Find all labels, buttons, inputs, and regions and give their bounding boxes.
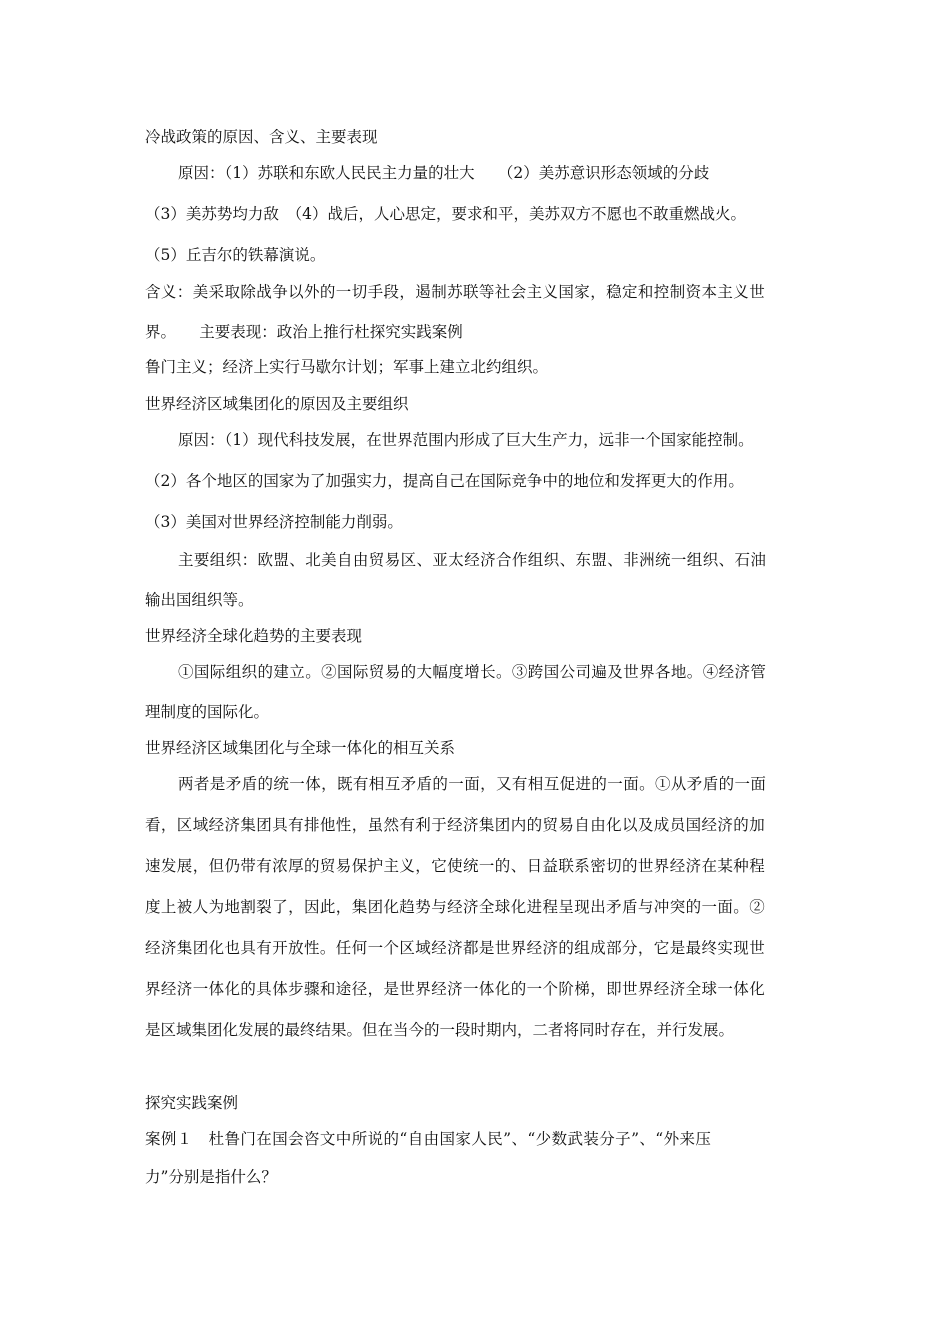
heading-regional-grouping: 世界经济区域集团化的原因及主要组织 <box>145 395 409 413</box>
paragraph-line: 理制度的国际化。 <box>145 703 270 721</box>
paragraph-line: （3）美苏势均力敌 （4）战后，人心思定，要求和平，美苏双方不愿也不敢重燃战火。 <box>145 205 746 223</box>
paragraph-line: 看，区域经济集团具有排他性，虽然有利于经济集团内的贸易自由化以及成员国经济的加 <box>145 816 766 834</box>
paragraph-line: （2）各个地区的国家为了加强实力，提高自己在国际竞争中的地位和发挥更大的作用。 <box>145 472 744 490</box>
paragraph-line: 鲁门主义；经济上实行马歇尔计划；军事上建立北约组织。 <box>145 358 549 376</box>
paragraph-line: 界。 主要表现：政治上推行杜探究实践案例 <box>145 323 463 341</box>
paragraph-line: ①国际组织的建立。②国际贸易的大幅度增长。③跨国公司遍及世界各地。④经济管 <box>178 663 767 681</box>
paragraph-line: 界经济一体化的具体步骤和途径，是世界经济一体化的一个阶梯，即世界经济全球一体化 <box>145 980 766 998</box>
paragraph-line: 速发展，但仍带有浓厚的贸易保护主义，它使统一的、日益联系密切的世界经济在某种程 <box>145 857 766 875</box>
heading-practice-cases: 探究实践案例 <box>145 1094 239 1112</box>
heading-globalization: 世界经济全球化趋势的主要表现 <box>145 627 363 645</box>
paragraph-line: （3）美国对世界经济控制能力削弱。 <box>145 513 403 531</box>
paragraph-line: 力”分别是指什么？ <box>145 1168 277 1186</box>
paragraph-line: 原因：（1）苏联和东欧人民民主力量的壮大 （2）美苏意识形态领域的分歧 <box>178 164 710 182</box>
heading-cold-war-policy: 冷战政策的原因、含义、主要表现 <box>145 128 378 146</box>
paragraph-line: 含义：美采取除战争以外的一切手段，遏制苏联等社会主义国家，稳定和控制资本主义世 <box>145 283 766 301</box>
paragraph-line: 原因：（1）现代科技发展，在世界范围内形成了巨大生产力，远非一个国家能控制。 <box>178 431 754 449</box>
paragraph-line: 案例１ 杜鲁门在国会咨文中所说的“自由国家人民”、“少数武装分子”、“外来压 <box>145 1130 712 1148</box>
paragraph-line: 输出国组织等。 <box>145 591 254 609</box>
paragraph-line: 度上被人为地割裂了，因此，集团化趋势与经济全球化进程呈现出矛盾与冲突的一面。② <box>145 898 766 916</box>
paragraph-line: 经济集团化也具有开放性。任何一个区域经济都是世界经济的组成部分，它是最终实现世 <box>145 939 766 957</box>
heading-relationship: 世界经济区域集团化与全球一体化的相互关系 <box>145 739 456 757</box>
paragraph-line: 两者是矛盾的统一体，既有相互矛盾的一面，又有相互促进的一面。①从矛盾的一面 <box>178 775 767 793</box>
paragraph-line: （5）丘吉尔的铁幕演说。 <box>145 246 326 264</box>
paragraph-line: 主要组织：欧盟、北美自由贸易区、亚太经济合作组织、东盟、非洲统一组织、石油 <box>178 551 767 569</box>
paragraph-line: 是区域集团化发展的最终结果。但在当今的一段时期内，二者将同时存在，并行发展。 <box>145 1021 735 1039</box>
